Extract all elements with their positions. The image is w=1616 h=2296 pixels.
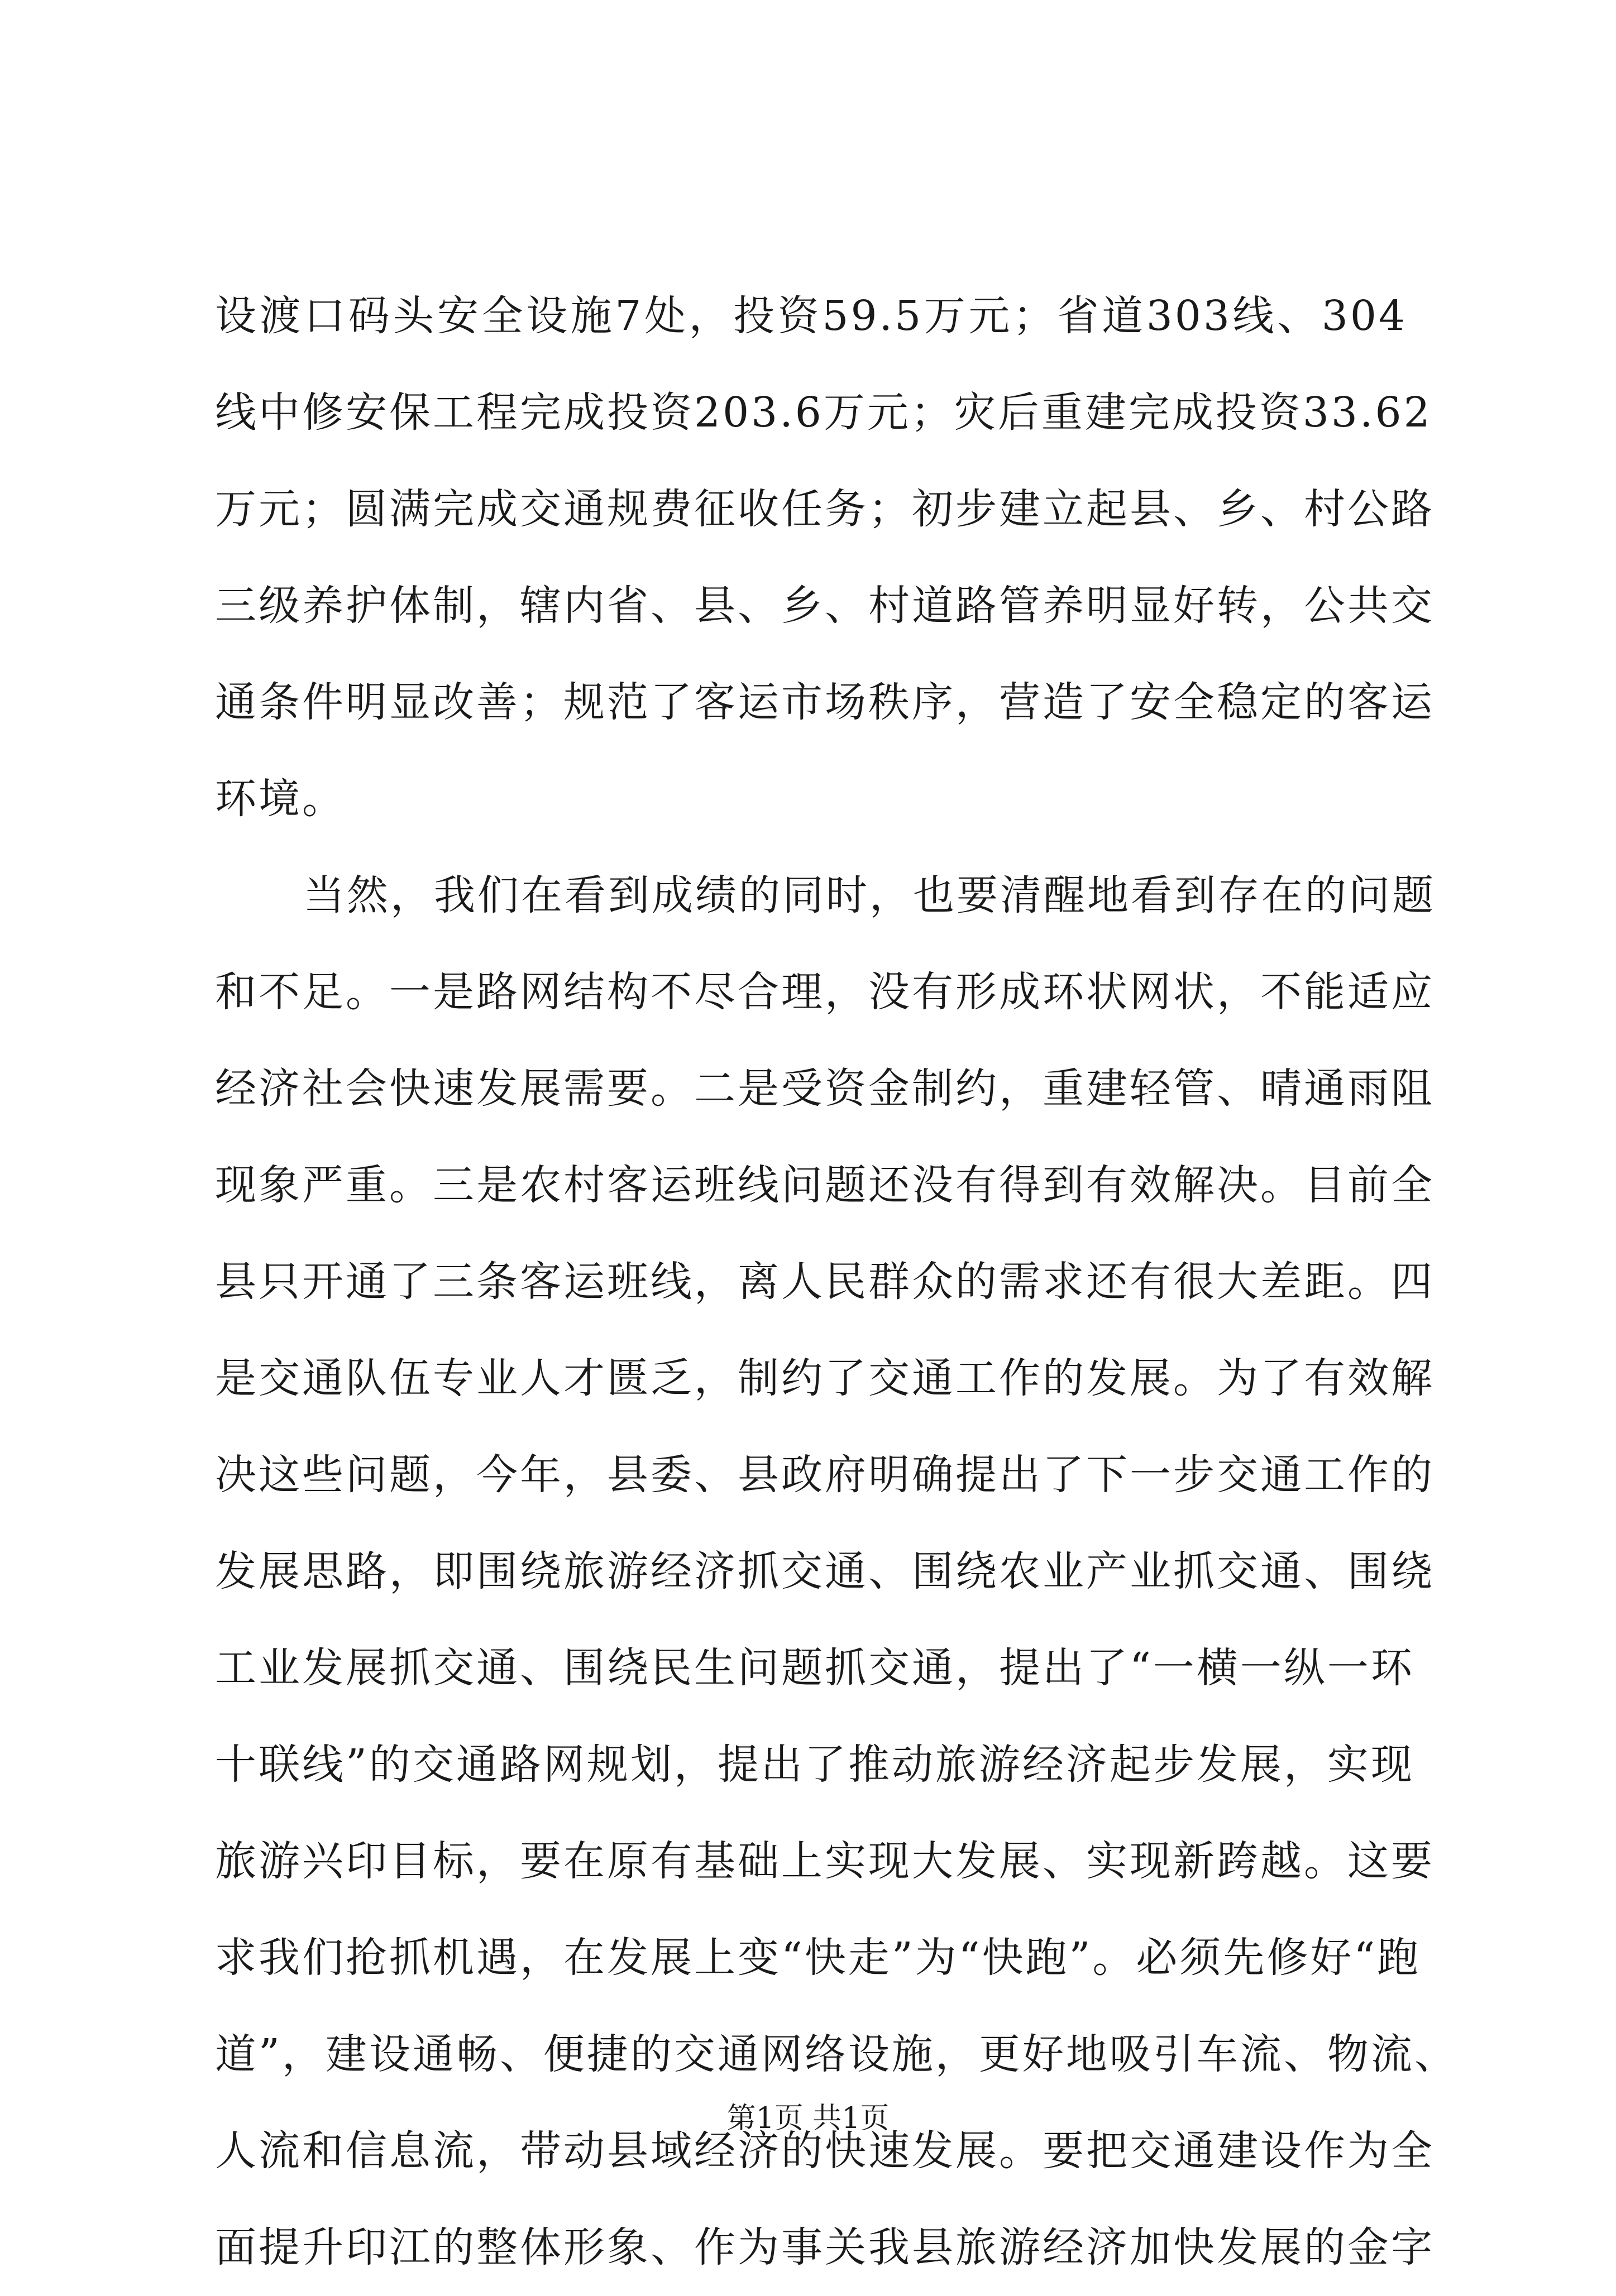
text-line: 线中修安保工程完成投资203.6万元；灾后重建完成投资33.62 [215, 389, 1432, 437]
text-line: 万元；圆满完成交通规费征收任务；初步建立起县、乡、村公路 [215, 485, 1435, 533]
text-line: 三级养护体制，辖内省、县、乡、村道路管养明显好转，公共交 [215, 582, 1435, 630]
text-line: 人流和信息流，带动县域经济的快速发展。要把交通建设作为全 [215, 2127, 1435, 2175]
text-line: 通条件明显改善；规范了客运市场秩序，营造了安全稳定的客运 [215, 678, 1435, 726]
paragraph-first-line: 当然，我们在看到成绩的同时，也要清醒地看到存在的问题 [303, 871, 1436, 919]
text-line: 环境。 [215, 775, 346, 823]
text-line: 经济社会快速发展需要。二是受资金制约，重建轻管、晴通雨阻 [215, 1065, 1435, 1113]
text-line: 十联线”的交通路网规划，提出了推动旅游经济起步发展，实现 [215, 1741, 1414, 1789]
text-line: 决这些问题，今年，县委、县政府明确提出了下一步交通工作的 [215, 1451, 1435, 1499]
page-footer [0, 2096, 1616, 2141]
text-line: 是交通队伍专业人才匮乏，制约了交通工作的发展。为了有效解 [215, 1354, 1435, 1402]
text-line: 道”，建设通畅、便捷的交通网络设施，更好地吸引车流、物流、 [215, 2030, 1458, 2078]
text-line: 发展思路，即围绕旅游经济抓交通、围绕农业产业抓交通、围绕 [215, 1547, 1435, 1595]
text-line: 设渡口码头安全设施7处，投资59.5万元；省道303线、304 [215, 292, 1407, 340]
text-line: 面提升印江的整体形象、作为事关我县旅游经济加快发展的金字 [215, 2223, 1435, 2271]
text-line: 和不足。一是路网结构不尽合理，没有形成环状网状，不能适应 [215, 968, 1435, 1016]
text-line: 现象严重。三是农村客运班线问题还没有得到有效解决。目前全 [215, 1161, 1435, 1209]
text-line: 旅游兴印目标，要在原有基础上实现大发展、实现新跨越。这要 [215, 1837, 1435, 1885]
text-line: 县只开通了三条客运班线，离人民群众的需求还有很大差距。四 [215, 1258, 1435, 1306]
text-line: 工业发展抓交通、围绕民生问题抓交通，提出了“一横一纵一环 [215, 1644, 1414, 1692]
text-line: 求我们抢抓机遇，在发展上变“快走”为“快跑”。必须先修好“跑 [215, 1934, 1421, 1982]
page-number-label: 第1页 共1页 [726, 2102, 890, 2135]
document-body [215, 268, 1458, 2296]
